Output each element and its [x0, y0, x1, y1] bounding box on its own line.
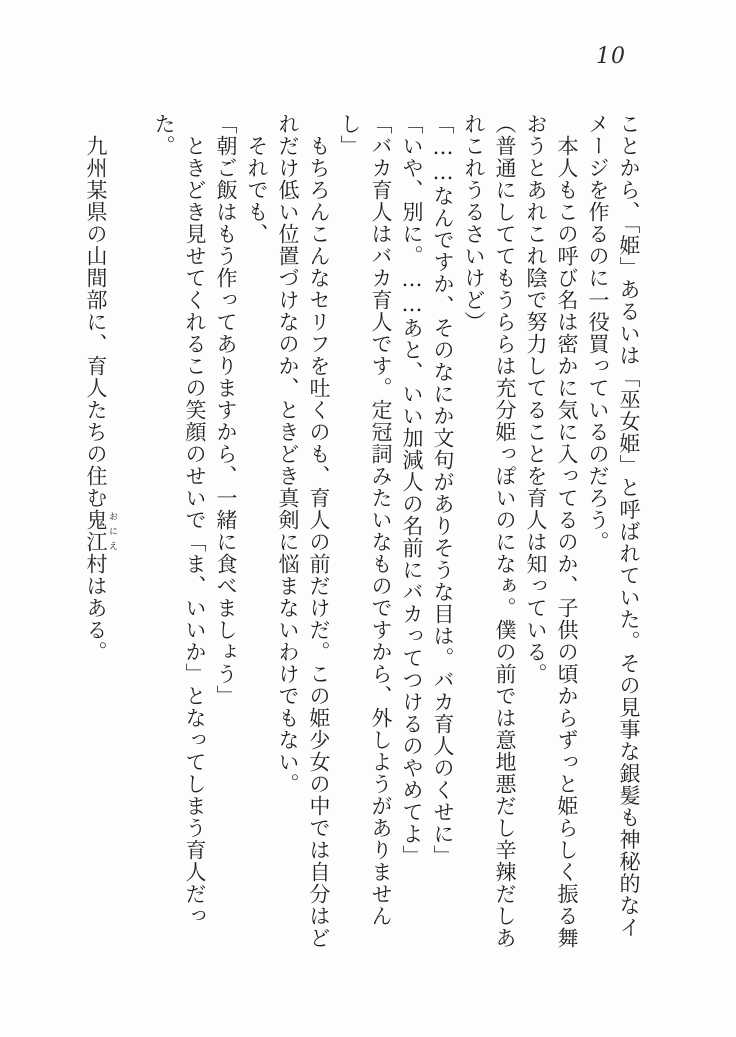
ruby-annotation: 鬼江 おにえ	[84, 509, 117, 553]
text-line: れだけ低い位置づけなのか、ときどき真剣に悩まないわけでもない。	[276, 113, 300, 795]
text-line: 本人もこの呼び名は密かに気に入ってるのか、子供の頃からずっと姫らしく振る舞	[555, 113, 579, 949]
text-line: 「バカ育人はバカ育人です。定冠詞みたいなものですから、外しようがありません	[369, 113, 393, 927]
text-body	[84, 113, 644, 951]
text-line: もちろんこんなセリフを吐くのも、育人の前だけだ。この姫少女の中では自分はど	[307, 113, 331, 949]
text-line: れこれうるさいけど）	[462, 113, 486, 333]
text-line: ことから、「姫」あるいは「巫女姫」と呼ばれていた。その見事な銀髪も神秘的なイ	[617, 113, 641, 939]
text-line: ときどき見せてくれるこの笑顔のせいで「ま、いいか」となってしまう育人だった。	[152, 113, 207, 927]
text-line: 九州某県の山間部に、育人たちの住む鬼江 おにえ村はある。	[84, 113, 117, 663]
text-line: メージを作るのに一役買っているのだろう。	[586, 113, 610, 553]
text-line: （普通にしててもうららは充分姫っぽいのになぁ。僕の前では意地悪だし辛辣だしあ	[493, 113, 517, 949]
text-line: 「いや、別に。……あと、いい加減人の名前にバカってつけるのやめてよ」	[400, 113, 424, 867]
text-line: し」	[338, 113, 362, 157]
page-number: 10	[596, 44, 626, 69]
text-line	[117, 113, 148, 951]
text-line: 「……なんですか、そのなにか文句がありそうな目は。バカ育人のくせに」	[431, 113, 455, 867]
text-line: それでも、	[245, 113, 269, 245]
text-line: 「朝ご飯はもう作ってありますから、一緒に食べましょう」	[214, 113, 238, 707]
text-line: おうとあれこれ陰で努力してることを育人は知っている。	[524, 113, 548, 685]
